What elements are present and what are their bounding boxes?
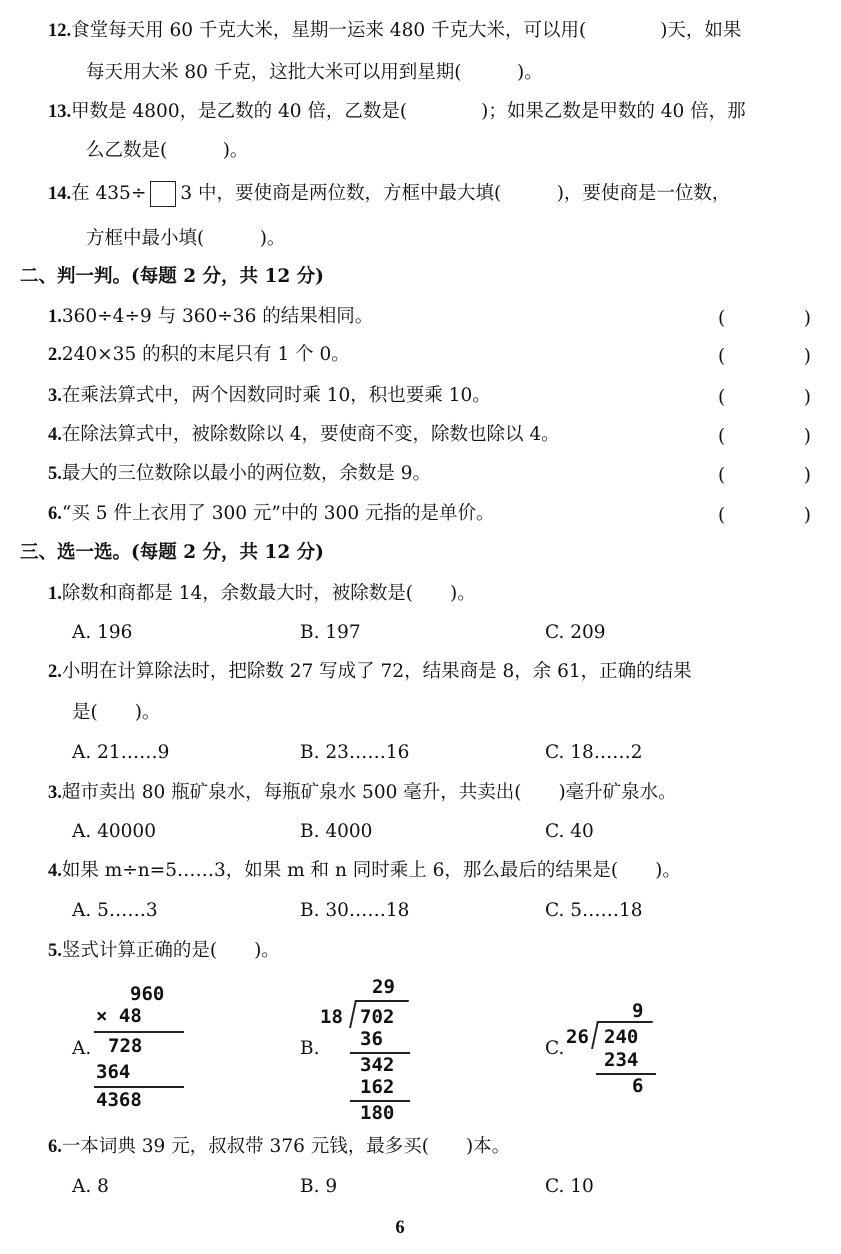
judge-item: 6.“买 5 件上衣用了 300 元”中的 300 元指的是单价。 (48, 503, 495, 524)
option-b[interactable]: B. 197 (300, 622, 361, 643)
option-b[interactable]: B. 23……16 (300, 742, 410, 763)
choice-q2-line2: 是( )。 (72, 702, 161, 723)
page-number: 6 (395, 1218, 405, 1238)
option-c-label[interactable]: C. (545, 1038, 565, 1059)
judge-answer-paren[interactable]: ( ) (718, 387, 841, 408)
q14-line2: 方框中最小填( )。 (86, 228, 286, 249)
answer-box[interactable] (150, 181, 176, 207)
option-b[interactable]: B. 30……18 (300, 900, 410, 921)
judge-item: 2.240×35 的积的末尾只有 1 个 0。 (48, 344, 350, 365)
choice-q2-line1: 2.小明在计算除法时，把除数 27 写成了 72，结果商是 8，余 61，正确的结果 (48, 661, 692, 682)
option-a[interactable]: A. 21……9 (72, 742, 170, 763)
option-a[interactable]: A. 40000 (72, 821, 156, 842)
choice-q5: 5.竖式计算正确的是( )。 (48, 940, 280, 961)
option-a[interactable]: A. 196 (72, 622, 133, 643)
judge-item: 5.最大的三位数除以最小的两位数，余数是 9。 (48, 463, 432, 484)
q12-line1: 12.食堂每天用 60 千克大米，星期一运来 480 千克大米，可以用( )天，如果 (48, 20, 742, 41)
judge-item: 1.360÷4÷9 与 360÷36 的结果相同。 (48, 306, 374, 327)
option-c[interactable]: C. 5……18 (545, 900, 643, 921)
option-a[interactable]: A. 8 (72, 1176, 109, 1197)
judge-answer-paren[interactable]: ( ) (718, 465, 841, 486)
judge-answer-paren[interactable]: ( ) (718, 505, 841, 526)
judge-answer-paren[interactable]: ( ) (718, 346, 841, 367)
rule-line (596, 1073, 656, 1075)
section3-title: 三、选一选。(每题 2 分，共 12 分) (20, 542, 324, 563)
option-b[interactable]: B. 4000 (300, 821, 373, 842)
rule-line (94, 1086, 184, 1088)
option-a[interactable]: A. 5……3 (72, 900, 158, 921)
option-c[interactable]: C. 209 (545, 622, 606, 643)
judge-item: 4.在除法算式中，被除数除以 4，要使商不变，除数也除以 4。 (48, 424, 560, 445)
option-b[interactable]: B. 9 (300, 1176, 338, 1197)
choice-q3: 3.超市卖出 80 瓶矿泉水，每瓶矿泉水 500 毫升，共卖出( )毫升矿泉水。 (48, 782, 677, 803)
judge-answer-paren[interactable]: ( ) (718, 426, 841, 447)
choice-q1: 1.除数和商都是 14，余数最大时，被除数是( )。 (48, 583, 476, 604)
q13-line1: 13.甲数是 4800，是乙数的 40 倍，乙数是( )；如果乙数是甲数的 40 倍，那 (48, 101, 746, 122)
choice-q4: 4.如果 m÷n=5……3，如果 m 和 n 同时乘上 6，那么最后的结果是( )。 (48, 860, 681, 881)
option-c[interactable]: C. 10 (545, 1176, 594, 1197)
choice-q6: 6.一本词典 39 元，叔叔带 376 元钱，最多买( )本。 (48, 1136, 511, 1157)
q13-line2: 么乙数是( )。 (86, 140, 249, 161)
judge-answer-paren[interactable]: ( ) (718, 308, 841, 329)
option-a-label[interactable]: A. (72, 1038, 92, 1059)
q12-line2: 每天用大米 80 千克，这批大米可以用到星期( )。 (86, 62, 543, 83)
option-c[interactable]: C. 18……2 (545, 742, 643, 763)
option-b-label[interactable]: B. (300, 1038, 320, 1059)
rule-line (94, 1031, 184, 1033)
option-c[interactable]: C. 40 (545, 821, 594, 842)
q14-line1: 14.在 435÷ 3 中，要使商是两位数，方框中最大填( )，要使商是一位数， (48, 181, 730, 207)
judge-item: 3.在乘法算式中，两个因数同时乘 10，积也要乘 10。 (48, 385, 491, 406)
section2-title: 二、判一判。(每题 2 分，共 12 分) (20, 266, 324, 287)
